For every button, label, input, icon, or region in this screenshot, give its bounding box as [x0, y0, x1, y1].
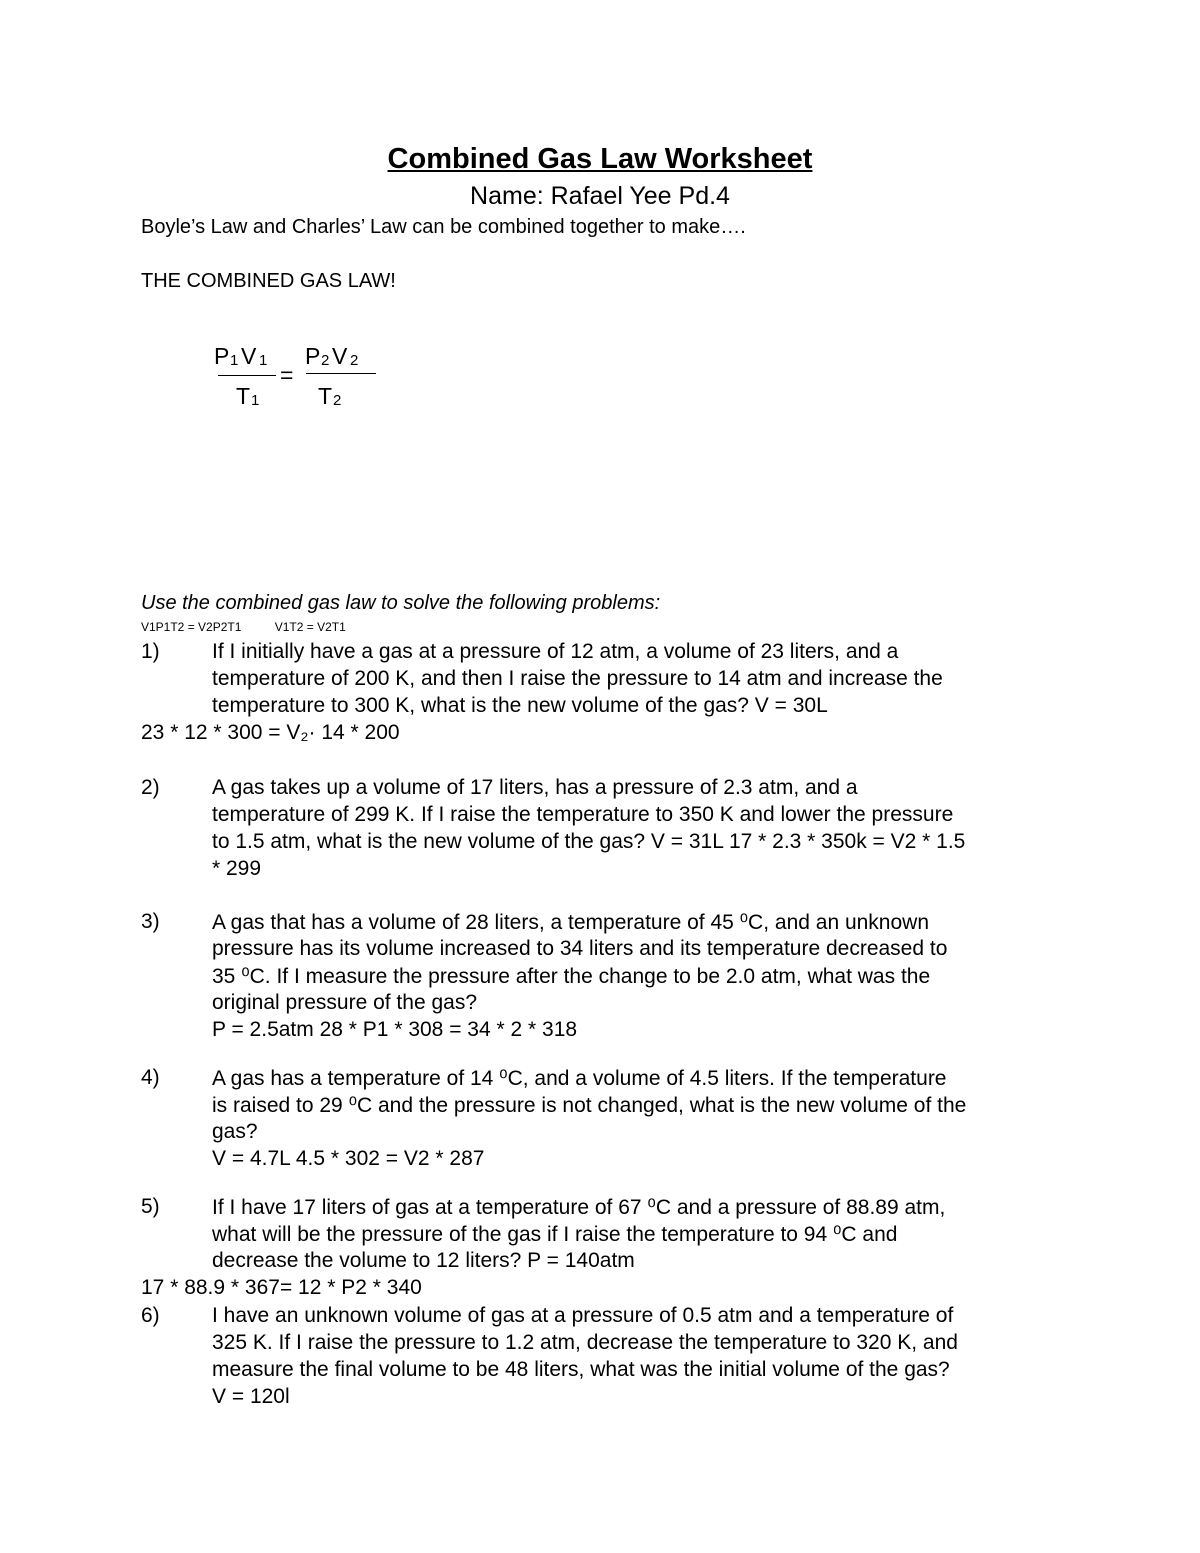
formula-v1: V: [241, 343, 257, 369]
problem-text-line: pressure has its volume increased to 34 liters and its temperature decreased to: [212, 937, 948, 960]
problem-text-line: temperature of 200 K, and then I raise the pressure to 14 atm and increase the: [212, 667, 943, 690]
problem-text-line: If I initially have a gas at a pressure of 12 atm, a volume of 23 liters, and a: [212, 640, 899, 663]
problem-text-line: I have an unknown volume of gas at a pressure of 0.5 atm and a temperature of: [212, 1304, 954, 1327]
formula-v2: V: [332, 343, 348, 369]
formula-p1: P: [214, 343, 230, 369]
problem-number: 4): [141, 1066, 160, 1089]
problem-work-line: 23 * 12 * 300 = V₂· 14 * 200: [141, 721, 400, 744]
formula-t1: T: [236, 383, 251, 409]
problem-text-line: decrease the volume to 12 liters? P = 140atm: [212, 1249, 635, 1272]
problem-answer-line: V = 120l: [212, 1385, 290, 1408]
formula-t2-sub: 2: [333, 392, 342, 409]
worksheet-title: Combined Gas Law Worksheet: [387, 143, 813, 175]
formula-p2-sub: 2: [321, 352, 330, 369]
problem-number: 1): [141, 640, 160, 663]
formula-v2-sub: 2: [350, 352, 359, 369]
formula-v1-sub: 1: [259, 352, 268, 369]
problem-number: 2): [141, 776, 160, 799]
problem-text-line: 35 ⁰C. If I measure the pressure after the change to be 2.0 atm, what was the: [212, 965, 931, 988]
problem-text-line: A gas that has a volume of 28 liters, a temperature of 45 ⁰C, and an unknown: [212, 911, 930, 934]
problem-text-line: original pressure of the gas?: [212, 991, 477, 1014]
section-heading: THE COMBINED GAS LAW!: [141, 270, 396, 292]
rearranged-equations: V1P1T2 = V2P2T1 V1T2 = V2T1: [141, 620, 346, 634]
problem-number: 5): [141, 1195, 160, 1218]
problem-text-line: A gas has a temperature of 14 ⁰C, and a volume of 4.5 liters. If the temperature: [212, 1067, 947, 1090]
problem-answer-line: V = 4.7L 4.5 * 302 = V2 * 287: [212, 1147, 485, 1170]
problem-text-line: * 299: [212, 857, 262, 880]
formula-p1-sub: 1: [230, 352, 239, 369]
instructions-text: Use the combined gas law to solve the following problems:: [141, 592, 661, 614]
problem-text-line: If I have 17 liters of gas at a temperature of 67 ⁰C and a pressure of 88.89 atm,: [212, 1196, 946, 1219]
problem-text-line: temperature of 299 K. If I raise the temperature to 350 K and lower the pressure: [212, 803, 954, 826]
student-name-line: Name: Rafael Yee Pd.4: [470, 182, 730, 210]
problem-number: 3): [141, 910, 160, 933]
formula-t2: T: [318, 383, 333, 409]
formula-right-fraction-bar: [306, 373, 376, 374]
problem-answer-line: P = 2.5atm 28 * P1 * 308 = 34 * 2 * 318: [212, 1018, 578, 1041]
problem-text-line: temperature to 300 K, what is the new volume of the gas? V = 30L: [212, 694, 828, 717]
problem-text-line: what will be the pressure of the gas if I raise the temperature to 94 ⁰C and: [212, 1223, 898, 1246]
formula-equals: =: [280, 362, 294, 388]
intro-text: Boyle’s Law and Charles’ Law can be combined together to make….: [141, 216, 746, 238]
formula-t1-sub: 1: [251, 392, 260, 409]
problem-text-line: 325 K. If I raise the pressure to 1.2 atm, decrease the temperature to 320 K, and: [212, 1331, 958, 1354]
problem-text-line: gas?: [212, 1120, 258, 1143]
problem-number: 6): [141, 1304, 160, 1327]
problem-text-line: is raised to 29 ⁰C and the pressure is not changed, what is the new volume of the: [212, 1094, 967, 1117]
problem-text-line: A gas takes up a volume of 17 liters, has a pressure of 2.3 atm, and a: [212, 776, 858, 799]
problem-text-line: measure the final volume to be 48 liters, what was the initial volume of the gas?: [212, 1358, 950, 1381]
formula-p2: P: [305, 343, 321, 369]
formula-left-fraction-bar: [218, 375, 276, 376]
problem-work-line: 17 * 88.9 * 367= 12 * P2 * 340: [141, 1276, 422, 1299]
problem-text-line: to 1.5 atm, what is the new volume of the gas? V = 31L 17 * 2.3 * 350k = V2 * 1.5: [212, 830, 966, 853]
